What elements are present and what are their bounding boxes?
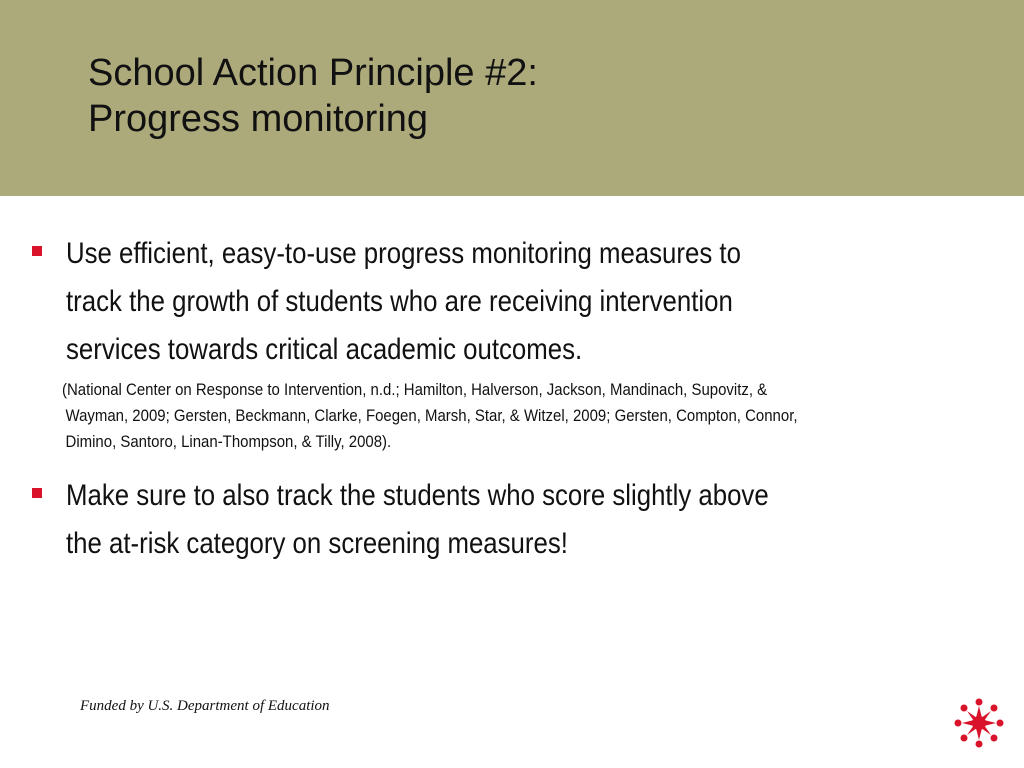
slide-title-line-1: School Action Principle #2: [88, 52, 538, 94]
citation-line: Dimino, Santoro, Linan-Thompson, & Tilly, 2008). [65, 432, 392, 451]
citation [62, 377, 977, 455]
bullet-line: Use efficient, easy-to-use progress monitoring measures to [66, 237, 741, 270]
citation-line: (National Center on Response to Intervention, n.d.; Hamilton, Halverson, Jackson, Mandinach, Supovitz, & [62, 380, 768, 399]
square-bullet-icon [32, 246, 42, 256]
bullet-item [66, 472, 960, 568]
header-band [0, 0, 1024, 196]
bullet-line: Make sure to also track the students who score slightly above [66, 479, 769, 512]
funding-footer: Funded by U.S. Department of Education [80, 698, 330, 714]
citation-line: Wayman, 2009; Gersten, Beckmann, Clarke, Foegen, Marsh, Star, & Witzel, 2009; Gersten, Compton, Connor, [65, 406, 798, 425]
slide-title [88, 50, 538, 142]
bullet-line: the at-risk category on screening measures! [66, 527, 568, 560]
bullet-line: track the growth of students who are receiving intervention [66, 285, 733, 318]
bullet-line: services towards critical academic outcomes. [66, 333, 583, 366]
square-bullet-icon [32, 488, 42, 498]
starburst-logo-icon [954, 698, 1004, 748]
slide-title-line-2: Progress monitoring [88, 98, 429, 140]
bullet-item [66, 230, 960, 374]
